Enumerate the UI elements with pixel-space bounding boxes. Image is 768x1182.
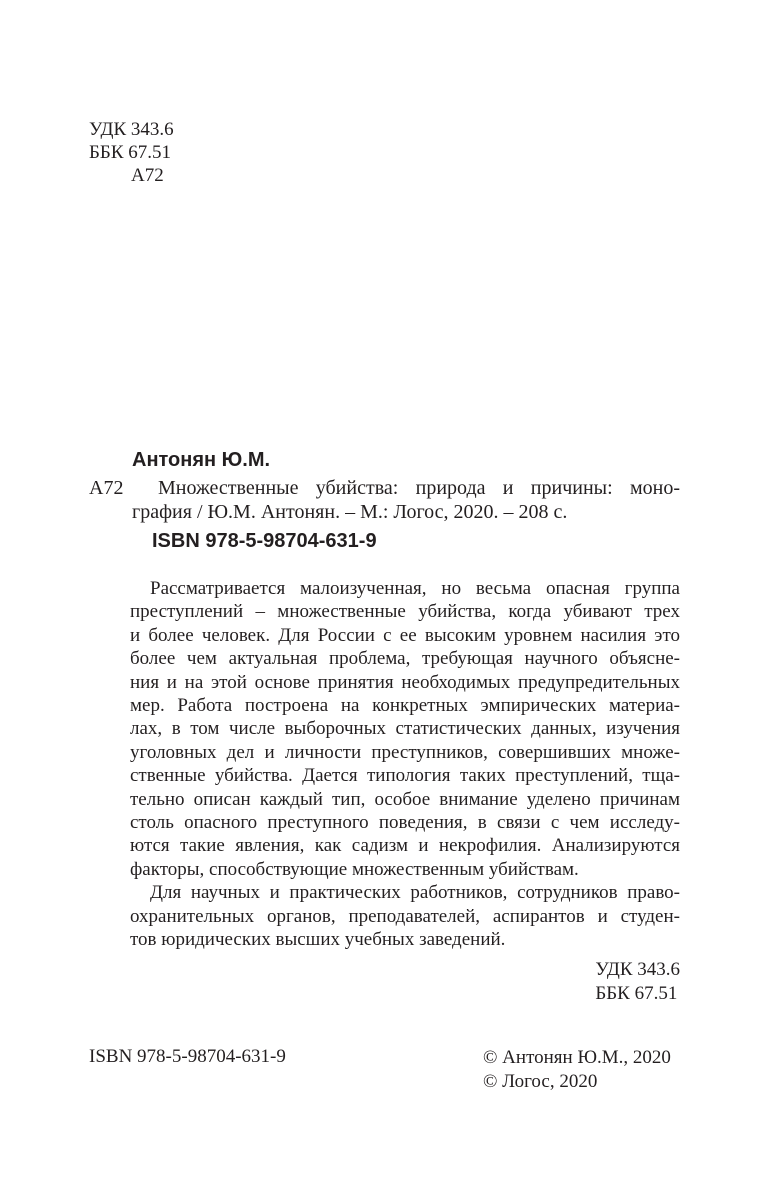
annotation bbox=[130, 577, 680, 952]
bibliographic-description bbox=[132, 476, 680, 524]
annotation-line: охранительных органов, преподавателей, аспирантов и студен- bbox=[130, 905, 680, 927]
top-classification-codes bbox=[89, 118, 174, 187]
copyright-block bbox=[483, 1046, 671, 1094]
annotation-line: ния и на этой основе принятия необходимых предупредительных bbox=[130, 671, 680, 693]
annotation-line: лах, в том числе выборочных статистических данных, изучения bbox=[130, 718, 680, 740]
annotation-line: столь опасного преступного поведения, в связи с чем исследу- bbox=[130, 812, 680, 834]
author-heading: Антонян Ю.М. bbox=[132, 449, 271, 471]
annotation-line: тов юридических высших учебных заведений. bbox=[130, 929, 506, 951]
cutter-code: А72 bbox=[131, 165, 164, 186]
annotation-line: тельно описан каждый тип, особое внимание уделено причинам bbox=[130, 788, 680, 810]
footer-isbn: ISBN 978-5-98704-631-9 bbox=[89, 1046, 286, 1067]
cutter-mark: А72 bbox=[89, 477, 124, 499]
annotation-line: ются такие явления, как садизм и некрофилия. Анализируются bbox=[130, 835, 680, 857]
annotation-line: более чем актуальная проблема, требующая научного объясне- bbox=[130, 648, 680, 670]
title-line: графия / Ю.М. Антонян. – М.: Логос, 2020. – 208 с. bbox=[132, 501, 568, 523]
bbk-code: ББК 67.51 bbox=[595, 983, 678, 1004]
annotation-line: мер. Работа построена на конкретных эмпирических материа- bbox=[130, 695, 680, 717]
annotation-line: Для научных и практических работников, сотрудников право- bbox=[150, 882, 680, 904]
annotation-line: уголовных дел и личности преступников, совершивших множе- bbox=[130, 741, 680, 763]
annotation-line: ственные убийства. Дается типология таких преступлений, тща- bbox=[130, 765, 680, 787]
annotation-line: Рассматривается малоизученная, но весьма опасная группа bbox=[150, 578, 680, 599]
bbk-code: ББК 67.51 bbox=[89, 142, 171, 163]
isbn-heading: ISBN 978-5-98704-631-9 bbox=[152, 530, 377, 552]
annotation-line: преступлений – множественные убийства, когда убивают трех bbox=[130, 601, 680, 623]
udk-code: УДК 343.6 bbox=[595, 959, 680, 980]
title-line: Множественные убийства: природа и причины: моно- bbox=[158, 477, 680, 499]
udk-code: УДК 343.6 bbox=[89, 119, 174, 140]
copyright-author: © Антонян Ю.М., 2020 bbox=[483, 1047, 671, 1068]
annotation-line: и более человек. Для России с ее высоким уровнем насилия это bbox=[130, 624, 680, 646]
annotation-line: факторы, способствующие множественным убийствам. bbox=[130, 858, 579, 880]
bottom-classification-codes bbox=[595, 958, 680, 1006]
copyright-publisher: © Логос, 2020 bbox=[483, 1071, 598, 1092]
